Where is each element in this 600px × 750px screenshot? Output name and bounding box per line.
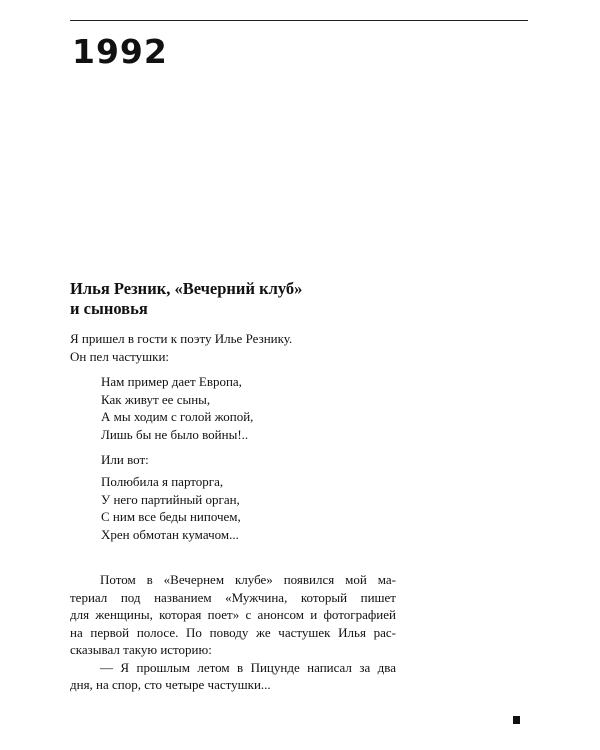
intro-text — [70, 330, 292, 365]
verse-line: С ним все беды нипочем, — [101, 509, 241, 524]
verse-2 — [101, 473, 241, 543]
paragraph-line: дня, на спор, сто четыре частушки... — [70, 677, 271, 692]
chapter-year: 1992 — [72, 32, 168, 71]
paragraph-line: териал под названием «Мужчина, который пишет — [70, 589, 396, 605]
intro-line: Я пришел в гости к поэту Илье Резнику. — [70, 331, 293, 346]
intro-line: Он пел частушки: — [70, 348, 170, 364]
end-of-chapter-mark — [513, 716, 520, 724]
verse-1 — [101, 373, 253, 443]
paragraph-line: для женщины, которая поет» с анонсом и фотографией — [70, 607, 396, 622]
verse-line: Как живут ее сыны, — [101, 391, 211, 407]
section-title — [70, 279, 400, 319]
paragraph-line: Потом в «Вечернем клубе» появился мой ма- — [100, 572, 396, 587]
paragraph-line: сказывал такую историю: — [70, 642, 212, 657]
section-title-line-2: и сыновья — [70, 299, 148, 318]
verse-line: Хрен обмотан кумачом... — [101, 526, 239, 542]
body-paragraph — [70, 571, 396, 694]
verse-line: Нам пример дает Европа, — [101, 374, 242, 389]
verse-transition: Или вот: — [101, 452, 149, 467]
verse-line: У него партийный орган, — [101, 491, 240, 507]
verse-line: А мы ходим с голой жопой, — [101, 409, 254, 424]
paragraph-line: на первой полосе. По поводу же частушек Илья рас- — [70, 624, 396, 640]
verse-line: Полюбила я парторга, — [101, 474, 224, 489]
paragraph-line: — Я прошлым летом в Пицунде написал за два — [100, 659, 396, 675]
top-rule — [70, 20, 528, 21]
verse-line: Лишь бы не было войны!.. — [101, 426, 249, 442]
section-title-line-1: Илья Резник, «Вечерний клуб» — [70, 279, 303, 298]
